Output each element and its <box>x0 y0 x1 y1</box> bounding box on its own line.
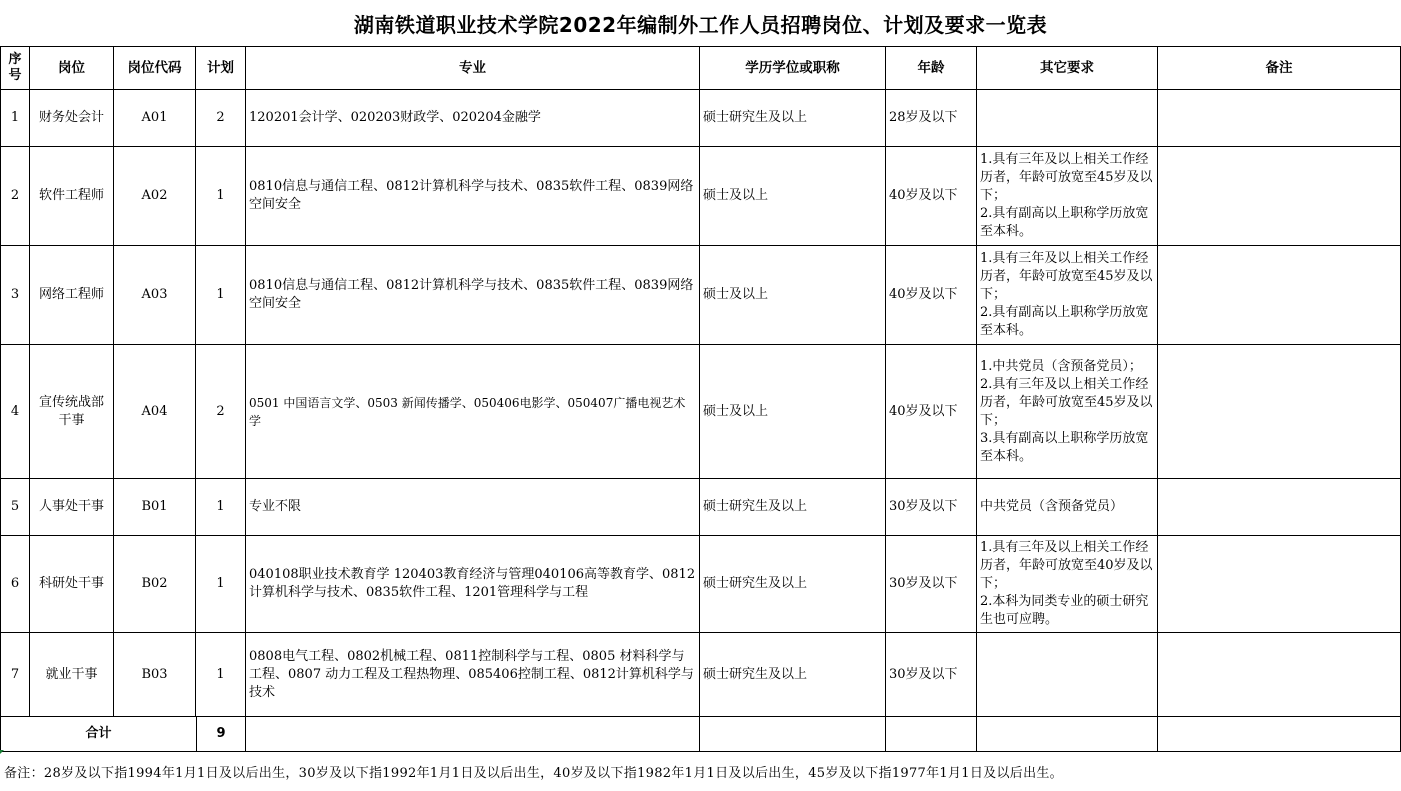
cell-other[interactable] <box>977 90 1158 147</box>
cell-code[interactable]: B02 <box>114 536 196 633</box>
cell-remark[interactable] <box>1158 90 1401 147</box>
header-row <box>1 47 1401 90</box>
cell-code[interactable]: A02 <box>114 147 196 246</box>
cell-seq[interactable]: 4 <box>1 345 30 479</box>
cell-position[interactable]: 就业干事 <box>30 633 114 717</box>
table-row <box>1 90 1401 147</box>
cell-position[interactable]: 软件工程师 <box>30 147 114 246</box>
cell-other[interactable] <box>977 633 1158 717</box>
cell-major[interactable]: 0810信息与通信工程、0812计算机科学与技术、0835软件工程、0839网络空间安全 <box>246 147 700 246</box>
recruitment-table <box>0 46 1401 752</box>
cell-degree[interactable]: 硕士及以上 <box>700 345 886 479</box>
page-title: 湖南铁道职业技术学院2022年编制外工作人员招聘岗位、计划及要求一览表 <box>353 12 1048 37</box>
header-seq[interactable]: 序号 <box>1 47 30 90</box>
table-row <box>1 479 1401 536</box>
cell-major[interactable]: 0810信息与通信工程、0812计算机科学与技术、0835软件工程、0839网络空间安全 <box>246 246 700 345</box>
cell-plan[interactable]: 2 <box>196 345 246 479</box>
total-row <box>1 717 1401 752</box>
cell-code[interactable]: A04 <box>114 345 196 479</box>
cell-comment-marker <box>0 750 4 754</box>
table-row <box>1 147 1401 246</box>
cell-remark[interactable] <box>1158 147 1401 246</box>
cell-major[interactable]: 0501 中国语言文学、0503 新闻传播学、050406电影学、050407广播电视艺术学 <box>246 345 700 479</box>
cell-seq[interactable]: 1 <box>1 90 30 147</box>
cell-position[interactable]: 人事处干事 <box>30 479 114 536</box>
cell-code[interactable]: B01 <box>114 479 196 536</box>
cell-empty[interactable] <box>977 717 1158 752</box>
cell-other[interactable]: 中共党员（含预备党员） <box>977 479 1158 536</box>
cell-position[interactable]: 网络工程师 <box>30 246 114 345</box>
table-row <box>1 246 1401 345</box>
cell-age[interactable]: 40岁及以下 <box>886 246 977 345</box>
cell-major[interactable]: 120201会计学、020203财政学、020204金融学 <box>246 90 700 147</box>
cell-seq[interactable]: 7 <box>1 633 30 717</box>
cell-major[interactable]: 040108职业技术教育学 120403教育经济与管理040106高等教育学、0812计算机科学与技术、0835软件工程、1201管理科学与工程 <box>246 536 700 633</box>
cell-degree[interactable]: 硕士研究生及以上 <box>700 536 886 633</box>
cell-seq[interactable]: 6 <box>1 536 30 633</box>
cell-degree[interactable]: 硕士及以上 <box>700 147 886 246</box>
cell-other[interactable]: 1.具有三年及以上相关工作经历者，年龄可放宽至40岁及以下； 2.本科为同类专业的硕士研究生也可应聘。 <box>977 536 1158 633</box>
cell-seq[interactable]: 5 <box>1 479 30 536</box>
total-value[interactable]: 9 <box>216 726 226 741</box>
cell-remark[interactable] <box>1158 246 1401 345</box>
cell-empty[interactable] <box>246 717 700 752</box>
total-label[interactable]: 合计 <box>1 717 197 751</box>
header-remark[interactable]: 备注 <box>1158 47 1401 90</box>
cell-major[interactable]: 0808电气工程、0802机械工程、0811控制科学与工程、0805 材料科学与工程、0807 动力工程及工程热物理、085406控制工程、0812计算机科学与技术 <box>246 633 700 717</box>
cell-age[interactable]: 30岁及以下 <box>886 479 977 536</box>
cell-seq[interactable]: 3 <box>1 246 30 345</box>
cell-plan[interactable]: 1 <box>196 479 246 536</box>
table-row <box>1 536 1401 633</box>
cell-age[interactable]: 28岁及以下 <box>886 90 977 147</box>
cell-code[interactable]: A03 <box>114 246 196 345</box>
cell-degree[interactable]: 硕士研究生及以上 <box>700 479 886 536</box>
cell-other[interactable]: 1.具有三年及以上相关工作经历者，年龄可放宽至45岁及以下； 2.具有副高以上职称学历放宽至本科。 <box>977 147 1158 246</box>
cell-position[interactable]: 财务处会计 <box>30 90 114 147</box>
table-row <box>1 633 1401 717</box>
cell-age[interactable]: 40岁及以下 <box>886 345 977 479</box>
cell-age[interactable]: 30岁及以下 <box>886 633 977 717</box>
cell-position[interactable]: 宣传统战部干事 <box>30 345 114 479</box>
cell-seq[interactable]: 2 <box>1 147 30 246</box>
cell-degree[interactable]: 硕士研究生及以上 <box>700 633 886 717</box>
cell-code[interactable]: A01 <box>114 90 196 147</box>
cell-plan[interactable]: 1 <box>196 246 246 345</box>
cell-degree[interactable]: 硕士及以上 <box>700 246 886 345</box>
cell-plan[interactable]: 1 <box>196 147 246 246</box>
cell-position[interactable]: 科研处干事 <box>30 536 114 633</box>
cell-empty[interactable] <box>1158 717 1401 752</box>
header-age[interactable]: 年龄 <box>886 47 977 90</box>
header-plan[interactable]: 计划 <box>196 47 246 90</box>
cell-other[interactable]: 1.中共党员（含预备党员）； 2.具有三年及以上相关工作经历者，年龄可放宽至45岁及以下； 3.具有副高以上职称学历放宽至本科。 <box>977 345 1158 479</box>
cell-empty[interactable] <box>886 717 977 752</box>
header-code[interactable]: 岗位代码 <box>114 47 196 90</box>
cell-plan[interactable]: 1 <box>196 536 246 633</box>
header-major[interactable]: 专业 <box>246 47 700 90</box>
header-degree[interactable]: 学历学位或职称 <box>700 47 886 90</box>
cell-code[interactable]: B03 <box>114 633 196 717</box>
cell-degree[interactable]: 硕士研究生及以上 <box>700 90 886 147</box>
header-position[interactable]: 岗位 <box>30 47 114 90</box>
cell-empty[interactable] <box>700 717 886 752</box>
table-row <box>1 345 1401 479</box>
footnote: 备注：28岁及以下指1994年1月1日及以后出生，30岁及以下指1992年1月1日及以后出生，40岁及以下指1982年1月1日及以后出生，45岁及以下指1977年1月1日及以后出生。 <box>4 766 1063 781</box>
cell-plan[interactable]: 2 <box>196 90 246 147</box>
header-other[interactable]: 其它要求 <box>977 47 1158 90</box>
cell-plan[interactable]: 1 <box>196 633 246 717</box>
cell-age[interactable]: 30岁及以下 <box>886 536 977 633</box>
cell-remark[interactable] <box>1158 536 1401 633</box>
cell-remark[interactable] <box>1158 479 1401 536</box>
cell-major[interactable]: 专业不限 <box>246 479 700 536</box>
cell-other[interactable]: 1.具有三年及以上相关工作经历者，年龄可放宽至45岁及以下； 2.具有副高以上职称学历放宽至本科。 <box>977 246 1158 345</box>
cell-remark[interactable] <box>1158 345 1401 479</box>
cell-remark[interactable] <box>1158 633 1401 717</box>
total-merge <box>1 717 246 752</box>
cell-age[interactable]: 40岁及以下 <box>886 147 977 246</box>
